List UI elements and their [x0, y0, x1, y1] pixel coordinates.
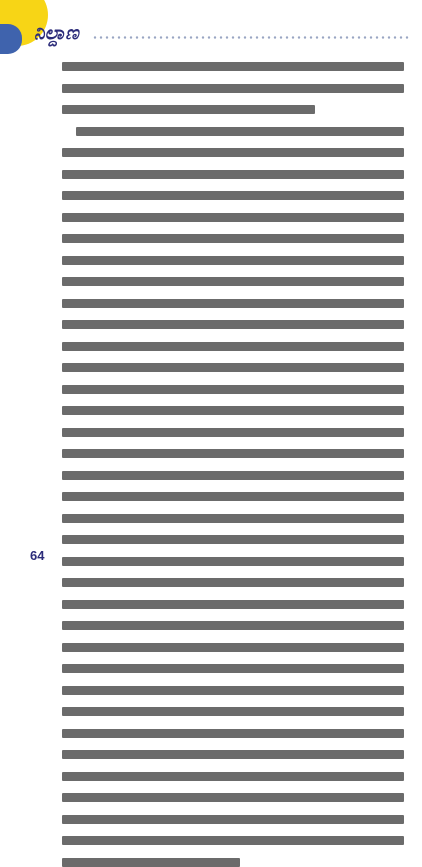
text-line: [62, 84, 404, 93]
text-line: [62, 557, 404, 566]
text-line: [62, 707, 404, 716]
text-line: [62, 299, 404, 308]
text-line: [76, 127, 404, 136]
page-header-title: ನಿಲ್ದಾಣ: [34, 22, 79, 44]
text-line: [62, 729, 404, 738]
text-line: [62, 363, 404, 372]
text-line: [62, 772, 404, 781]
text-line: [62, 750, 404, 759]
text-line: [62, 428, 404, 437]
text-line: [62, 836, 404, 845]
text-line: [62, 320, 404, 329]
text-line: [62, 514, 404, 523]
text-line: [62, 686, 404, 695]
text-line: [62, 578, 404, 587]
text-line: [62, 213, 404, 222]
text-line: [62, 148, 404, 157]
text-line: [62, 793, 404, 802]
text-line: [62, 815, 404, 824]
text-line: [62, 406, 404, 415]
text-line: [62, 471, 404, 480]
page-number: 64: [30, 548, 45, 563]
text-line: [62, 105, 315, 114]
header-dotted-rule: [92, 36, 410, 39]
text-line: [62, 664, 404, 673]
text-line: [62, 492, 404, 501]
text-line: [62, 256, 404, 265]
text-line: [62, 62, 404, 71]
text-line: [62, 643, 404, 652]
text-line: [62, 535, 404, 544]
text-line: [62, 342, 404, 351]
text-line: [62, 621, 404, 630]
corner-blue-accent: [0, 24, 22, 54]
text-line: [62, 600, 404, 609]
text-line: [62, 385, 404, 394]
text-line: [62, 191, 404, 200]
text-line: [62, 234, 404, 243]
text-line: [62, 277, 404, 286]
text-line: [62, 449, 404, 458]
text-line: [62, 170, 404, 179]
article-body: [62, 62, 404, 532]
text-line: [62, 858, 240, 867]
